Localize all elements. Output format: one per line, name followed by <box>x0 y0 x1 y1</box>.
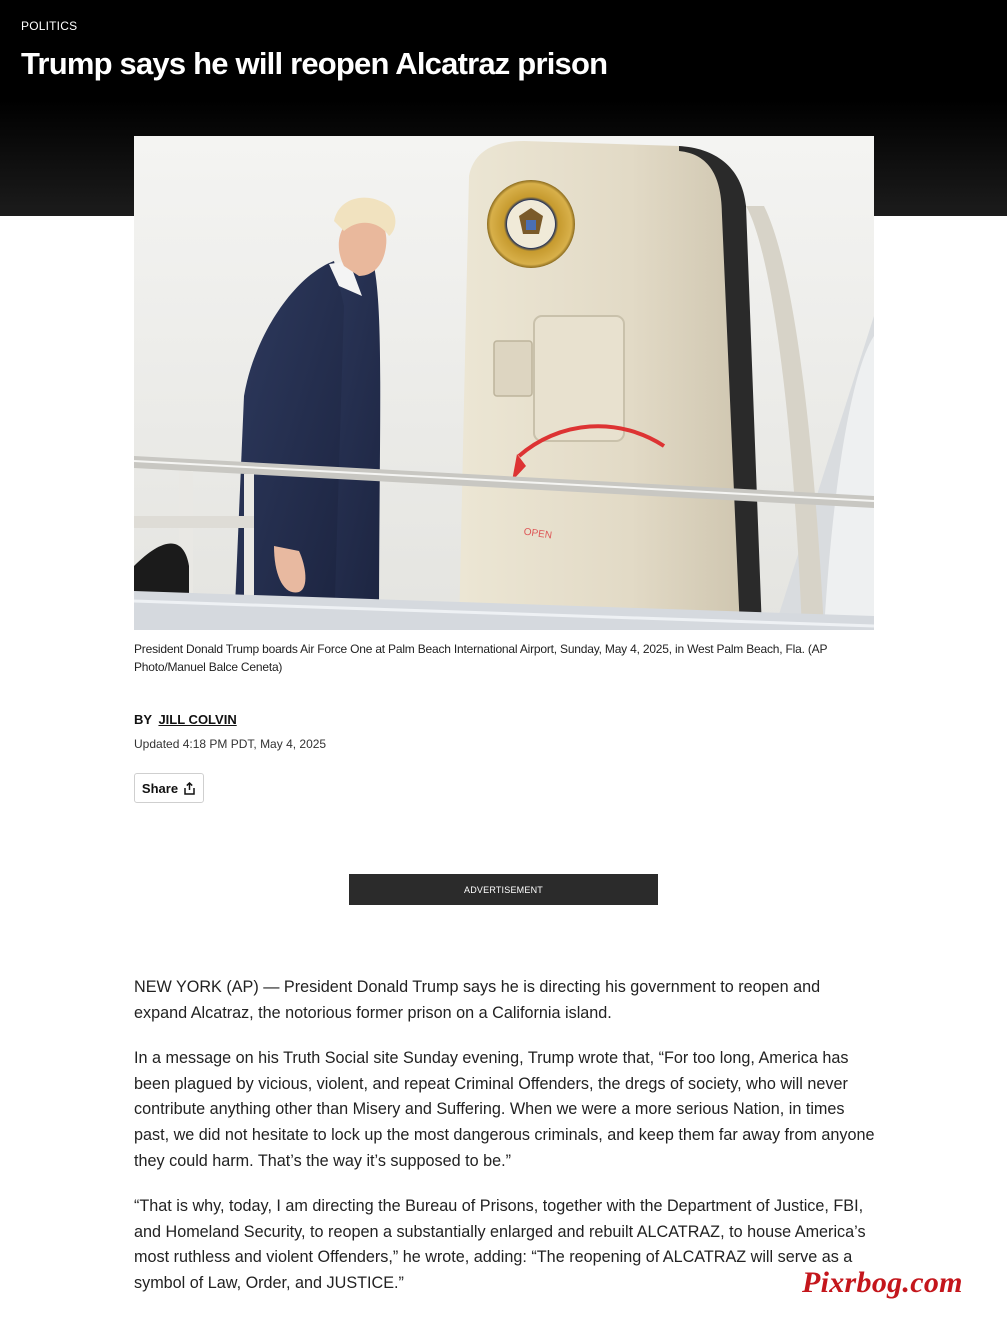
photo-caption: President Donald Trump boards Air Force One at Palm Beach International Airport, Sunday, May 4, 2025, in West Palm Beach, Fla. (AP Photo/Manuel Balce Ceneta) <box>134 642 828 674</box>
lead-photo-illustration <box>134 136 874 630</box>
byline-prefix: BY <box>134 712 152 727</box>
section-label-politics[interactable]: POLITICS <box>21 19 78 33</box>
byline <box>134 712 237 727</box>
page-title: Trump says he will reopen Alcatraz prison <box>21 46 608 81</box>
author-link[interactable]: JILL COLVIN <box>158 712 237 727</box>
share-button[interactable] <box>134 773 204 803</box>
article-paragraph: “That is why, today, I am directing the Bureau of Prisons, together with the Department of Justice, FBI, and Homeland Security, to reopen a substantially enlarged and rebuilt ALCATRAZ, to house America’s most ruthless and violent Offenders,” he wrote, adding: “The reopening of ALCATRAZ will serve as a symbol of Law, Order, and JUSTICE.” <box>134 1197 866 1292</box>
article-paragraph: NEW YORK (AP) — President Donald Trump says he is directing his government to reopen and expand Alcatraz, the notorious former prison on a California island. <box>134 978 821 1022</box>
advertisement-label: ADVERTISEMENT <box>464 884 543 895</box>
share-label: Share <box>141 780 179 796</box>
article-paragraph: In a message on his Truth Social site Sunday evening, Trump wrote that, “For too long, America has been plagued by vicious, violent, and repeat Criminal Offenders, the dregs of society, who will never contribute anything other than Misery and Suffering. When we were a more serious Nation, in times past, we did not hesitate to lock up the most dangerous criminals, and keep them far away from anyone they could harm. That’s the way it’s supposed to be.” <box>134 1049 875 1170</box>
watermark: Pixrbog.com <box>802 1266 963 1299</box>
advertisement-banner[interactable] <box>349 874 658 905</box>
lead-photo[interactable] <box>134 136 874 630</box>
article-body <box>134 975 876 1317</box>
door-open-label: OPEN <box>522 526 553 542</box>
updated-timestamp: Updated 4:18 PM PDT, May 4, 2025 <box>134 737 327 751</box>
share-icon <box>183 782 196 795</box>
